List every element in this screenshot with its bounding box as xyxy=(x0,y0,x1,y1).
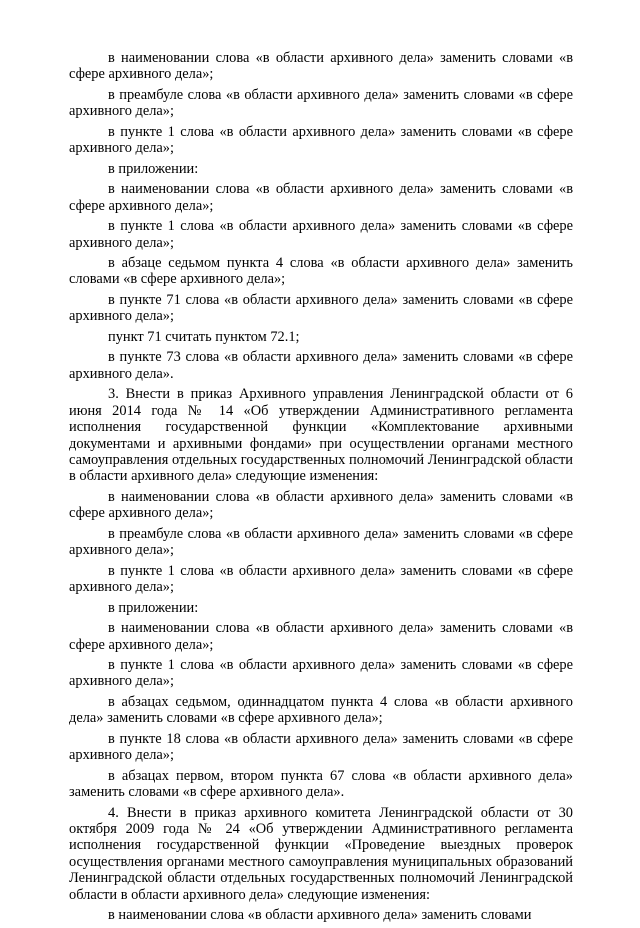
section-3-paragraph: 3. Внести в приказ Архивного управления Ленинградской области от 6 июня 2014 года № 14 «Об утверждении Административного регламента исполнения государственной функции «Комплектование архивными документами и архивными фондами» при осуществлении органами местного самоуправления отдельных государственных полномочий Ленинградской области в области архивного дела» следующие изменения: xyxy=(69,386,573,485)
paragraph: в пункте 73 слова «в области архивного дела» заменить словами «в сфере архивного дела». xyxy=(69,349,573,382)
paragraph: в абзацах первом, втором пункта 67 слова «в области архивного дела» заменить словами «в сфере архивного дела». xyxy=(69,767,573,801)
paragraph: в пункте 1 слова «в области архивного дела» заменить словами «в сфере архивного дела»; xyxy=(69,218,573,251)
paragraph: в преамбуле слова «в области архивного дела» заменить словами «в сфере архивного дела»; xyxy=(69,525,573,559)
paragraph: в наименовании слова «в области архивного дела» заменить словами «в сфере архивного дела»; xyxy=(69,488,573,522)
paragraph: в наименовании слова «в области архивного дела» заменить словами «в сфере архивного дела»; xyxy=(69,181,573,214)
paragraph: в наименовании слова «в области архивного дела» заменить словами «в сфере архивного дела»; xyxy=(69,620,573,653)
paragraph: в наименовании слова «в области архивного дела» заменить словами xyxy=(108,907,532,924)
paragraph: в пункте 71 слова «в области архивного дела» заменить словами «в сфере архивного дела»; xyxy=(69,291,573,325)
document-body xyxy=(69,50,573,928)
paragraph: в преамбуле слова «в области архивного дела» заменить словами «в сфере архивного дела»; xyxy=(69,86,573,120)
paragraph: пункт 71 считать пунктом 72.1; xyxy=(108,328,300,345)
paragraph: в пункте 1 слова «в области архивного дела» заменить словами «в сфере архивного дела»; xyxy=(69,656,573,690)
paragraph: в абзаце седьмом пункта 4 слова «в области архивного дела» заменить словами «в сфере архивного дела»; xyxy=(69,254,573,288)
paragraph: в наименовании слова «в области архивного дела» заменить словами «в сфере архивного дела»; xyxy=(69,50,573,83)
paragraph: в приложении: xyxy=(108,160,199,177)
paragraph: в приложении: xyxy=(108,599,199,616)
paragraph: в пункте 1 слова «в области архивного дела» заменить словами «в сфере архивного дела»; xyxy=(69,562,573,596)
paragraph: в пункте 1 слова «в области архивного дела» заменить словами «в сфере архивного дела»; xyxy=(69,123,573,157)
paragraph: в абзацах седьмом, одиннадцатом пункта 4 слова «в области архивного дела» заменить словами «в сфере архивного дела»; xyxy=(69,693,573,727)
paragraph: в пункте 18 слова «в области архивного дела» заменить словами «в сфере архивного дела»; xyxy=(69,730,573,764)
section-4-paragraph: 4. Внести в приказ архивного комитета Ленинградской области от 30 октября 2009 года № 24 «Об утверждении Административного регламента исполнения государственной функции «Проведение выездных проверок осуществления органами местного самоуправления муниципальных образований Ленинградской области отдельных государственных полномочий Ленинградской области в области архивного дела» следующие изменения: xyxy=(69,804,573,903)
